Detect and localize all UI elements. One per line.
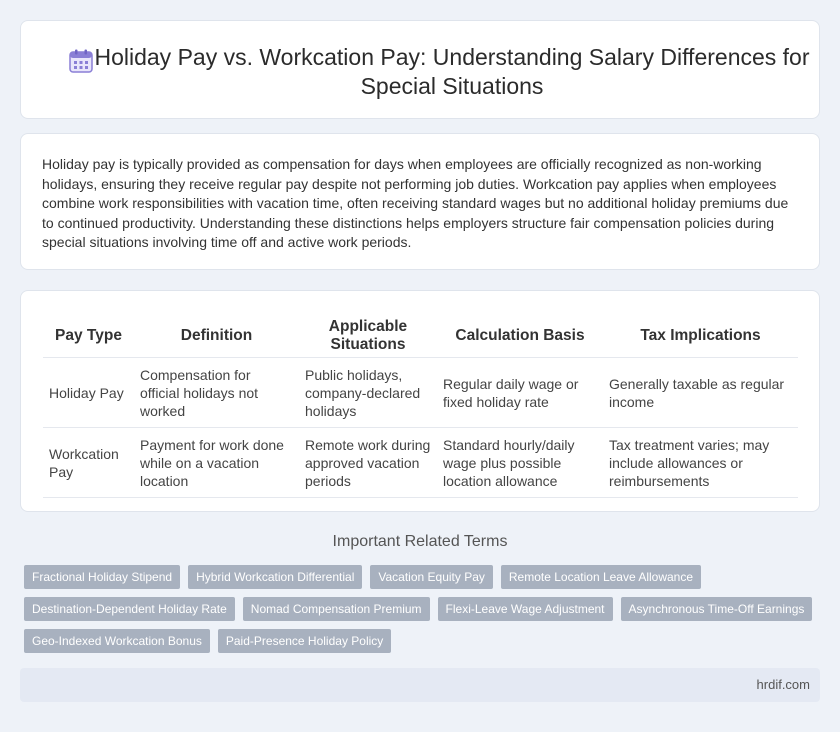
- related-term-tag[interactable]: Asynchronous Time-Off Earnings: [621, 597, 813, 621]
- table-cell: Holiday Pay: [43, 357, 134, 427]
- header-calculation-basis: Calculation Basis: [437, 315, 603, 357]
- intro-card: [20, 133, 820, 270]
- comparison-table: [43, 315, 798, 498]
- table-cell: Compensation for official holidays not worked: [134, 357, 299, 427]
- table-row: [43, 427, 798, 497]
- header-pay-type: Pay Type: [43, 315, 134, 357]
- table-cell: Standard hourly/daily wage plus possible location allowance: [437, 427, 603, 497]
- table-cell: Workcation Pay: [43, 427, 134, 497]
- related-term-tag[interactable]: Vacation Equity Pay: [370, 565, 493, 589]
- header-definition: Definition: [134, 315, 299, 357]
- table-cell: Regular daily wage or fixed holiday rate: [437, 357, 603, 427]
- related-term-tag[interactable]: Destination-Dependent Holiday Rate: [24, 597, 235, 621]
- comparison-table-card: [20, 290, 820, 512]
- table-cell: Remote work during approved vacation periods: [299, 427, 437, 497]
- footer-site-link[interactable]: hrdif.com: [756, 677, 810, 692]
- related-terms-heading: Important Related Terms: [332, 533, 508, 550]
- table-header-row: [43, 315, 798, 357]
- footer-bar: [20, 668, 820, 702]
- related-term-tag[interactable]: Flexi-Leave Wage Adjustment: [438, 597, 613, 621]
- related-term-tag[interactable]: Nomad Compensation Premium: [243, 597, 430, 621]
- related-term-tag[interactable]: Fractional Holiday Stipend: [24, 565, 180, 589]
- related-term-tag[interactable]: Hybrid Workcation Differential: [188, 565, 362, 589]
- header-applicable-situations: Applicable Situations: [299, 315, 437, 357]
- related-term-tag[interactable]: Geo-Indexed Workcation Bonus: [24, 629, 210, 653]
- related-term-tag[interactable]: Remote Location Leave Allowance: [501, 565, 701, 589]
- header-tax-implications: Tax Implications: [603, 315, 798, 357]
- intro-paragraph: Holiday pay is typically provided as compensation for days when employees are officially recognized as non-working holidays, ensuring they receive regular pay despite not performing job duties. Workcation pay applies when employees combine work responsibilities with vacation time, often receiving standard wages but no additional holiday premiums due to continued productivity. Understanding these distinctions helps employers structure fair compensation policies during special situations involving time off and active work periods.: [42, 156, 789, 251]
- related-term-tag[interactable]: Paid-Presence Holiday Policy: [218, 629, 391, 653]
- table-cell: Public holidays, company-declared holidays: [299, 357, 437, 427]
- title-card: [20, 20, 820, 119]
- related-terms-list: [24, 565, 824, 661]
- table-row: [43, 357, 798, 427]
- table-cell: Generally taxable as regular income: [603, 357, 798, 427]
- table-cell: Tax treatment varies; may include allowances or reimbursements: [603, 427, 798, 497]
- page-title: Holiday Pay vs. Workcation Pay: Understanding Salary Differences for Special Situations: [94, 44, 810, 99]
- table-cell: Payment for work done while on a vacation location: [134, 427, 299, 497]
